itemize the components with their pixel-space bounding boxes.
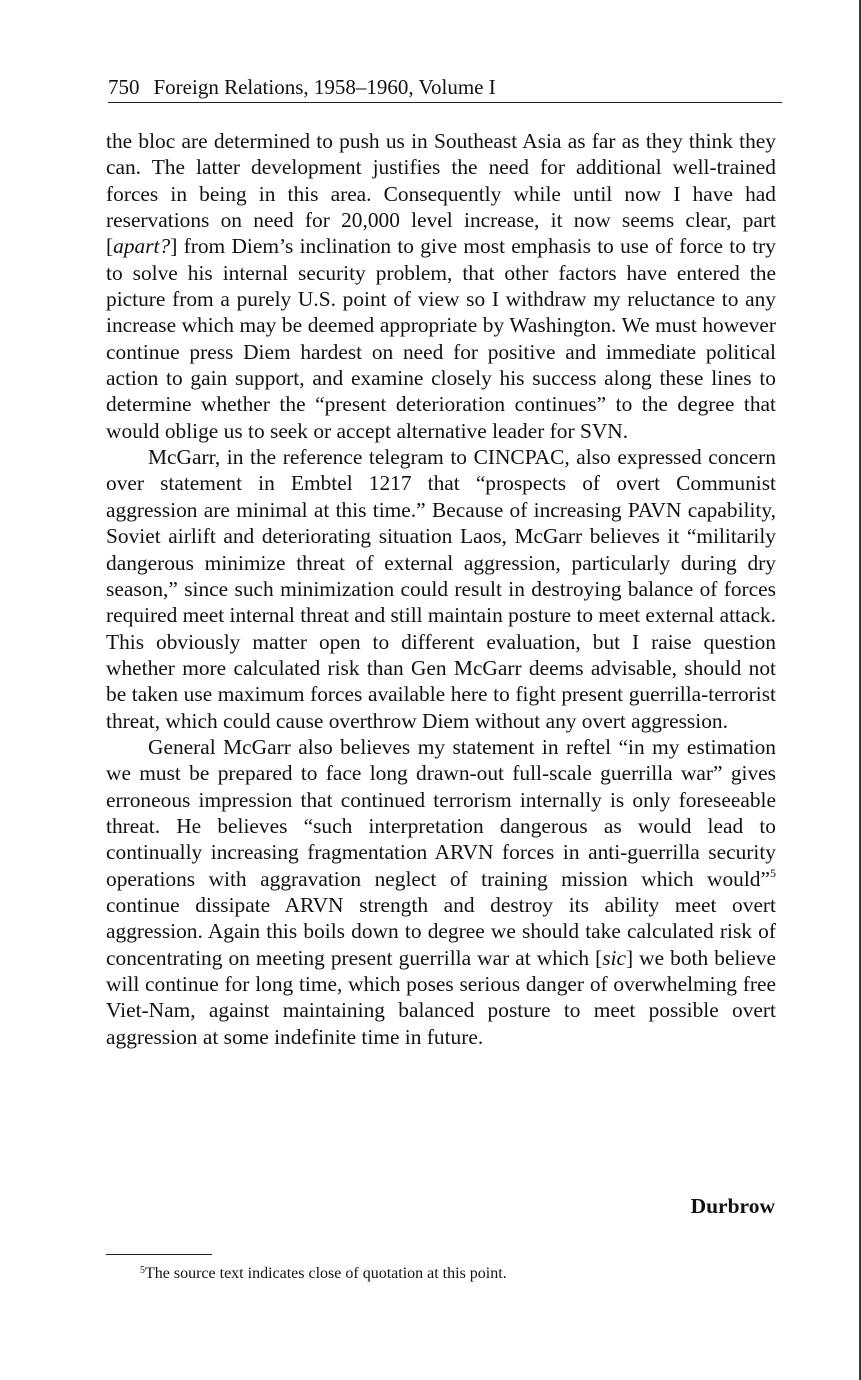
editorial-insertion: sic [602, 945, 626, 970]
footnote-marker: 5 [140, 1265, 145, 1276]
running-title: Foreign Relations, 1958–1960, Volume I [153, 75, 496, 99]
paragraph [106, 128, 776, 444]
text-run: continue dissipate ARVN strength and destroy its ability meet overt aggression. Again this boils down to degree we should take calculated risk of concentrating on meeting present guerrilla war at which [ [106, 892, 776, 970]
footnote-text: The source text indicates close of quotation at this point. [145, 1265, 507, 1282]
editorial-insertion: apart? [113, 234, 171, 259]
page-number: 750 [108, 75, 140, 99]
paragraph [106, 734, 776, 1050]
footnote-rule [106, 1254, 212, 1255]
footnote [140, 1264, 780, 1284]
footnote-reference: 5 [770, 865, 776, 880]
text-run: ] we both believe will continue for long time, which poses serious danger of overwhelming free Viet-Nam, against maintaining balanced posture to meet possible overt aggression at some indefinite time in future. [106, 945, 777, 1049]
text-run: the bloc are determined to push us in Southeast Asia as far as they think they can. The latter development justifies the need for additional well-trained forces in being in this area. Consequently while until now I have had reservations on need for 20,000 level increase, it now seems clear, part [ [106, 129, 776, 259]
text-run: General McGarr also believes my statement in reftel “in my estimation we must be prepared to face long drawn-out full-scale guerrilla war” gives erroneous impression that continued terrorism internally is only foreseeable threat. He believes “such interpretation dangerous as would lead to continually increasing fragmentation ARVN forces in anti-guerrilla security operations with aggravation neglect of training mission which would” [106, 734, 776, 891]
text-run: ] from Diem’s inclination to give most emphasis to use of force to try to solve his internal security problem, that other factors have entered the picture from a purely U.S. point of view so I withdraw my reluctance to any increase which may be deemed appropriate by Washington. We must however continue press Diem hardest on need for positive and immediate political action to gain support, and examine closely his success along these lines to determine whether the “present deterioration continues” to the degree that would oblige us to seek or accept alternative leader for SVN. [106, 234, 776, 443]
body-text [106, 128, 776, 1050]
text-run: McGarr, in the reference telegram to CINCPAC, also expressed concern over statement in Embtel 1217 that “prospects of overt Communist aggression are minimal at this time.” Because of increasing PAVN capability, Soviet airlift and deteriorating situation Laos, McGarr believes it “militarily dangerous minimize threat of external aggression, particularly during dry season,” since such minimization could result in destroying balance of forces required meet internal threat and still maintain posture to meet external attack. This obviously matter open to different evaluation, but I raise question whether more calculated risk than Gen McGarr deems advisable, should not be taken use maximum forces available here to fight present guerrilla-terrorist threat, which could cause overthrow Diem without any overt aggression. [106, 445, 776, 733]
paragraph [106, 444, 776, 734]
running-header [108, 74, 782, 103]
signature: Durbrow [690, 1194, 775, 1218]
